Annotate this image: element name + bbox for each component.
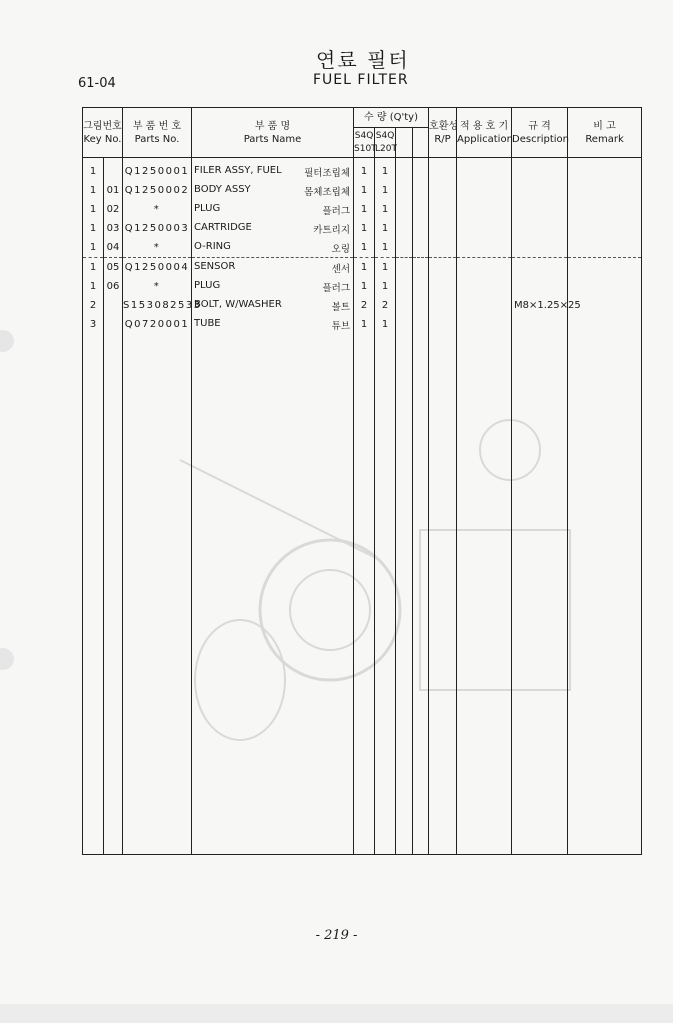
part-name-english: SENSOR [194, 260, 236, 272]
cell-empty [396, 219, 413, 238]
cell-q2: 1 [375, 277, 396, 296]
cell-sub [104, 158, 123, 182]
cell-sub: 03 [104, 219, 123, 238]
cell-q2: 1 [375, 158, 396, 182]
cell-q2: 2 [375, 296, 396, 315]
table-row [83, 277, 642, 296]
cell-part-name [192, 277, 354, 296]
cell-empty [512, 334, 568, 855]
table-row [83, 238, 642, 258]
table-row [83, 158, 642, 182]
header-qty-s4q-l20t: S4Q L20T [375, 128, 396, 158]
cell-empty [396, 296, 413, 315]
cell-part-no: * [123, 277, 192, 296]
cell-empty [413, 181, 429, 200]
cell-part-no: Q1250004 [123, 258, 192, 278]
cell-empty [568, 334, 642, 855]
cell-empty [568, 219, 642, 238]
cell-q1: 1 [354, 277, 375, 296]
cell-empty [429, 200, 457, 219]
cell-part-name [192, 158, 354, 182]
part-name-english: FILER ASSY, FUEL [194, 164, 282, 176]
cell-q1: 1 [354, 219, 375, 238]
cell-part-no: Q0720001 [123, 315, 192, 334]
binder-hole [0, 330, 14, 352]
cell-q2: 1 [375, 315, 396, 334]
cell-empty [396, 258, 413, 278]
cell-key: 3 [83, 315, 104, 334]
cell-empty [457, 277, 512, 296]
header-qty-empty [413, 128, 429, 158]
cell-desc [512, 181, 568, 200]
cell-empty [568, 158, 642, 182]
part-name-korean: 플러그 [322, 282, 351, 294]
part-name-english: CARTRIDGE [194, 221, 252, 233]
part-name-korean: 필터조립체 [304, 167, 351, 179]
cell-empty [413, 334, 429, 855]
cell-part-no: Q1250001 [123, 158, 192, 182]
cell-q1: 2 [354, 296, 375, 315]
cell-empty [83, 334, 104, 855]
cell-empty [457, 258, 512, 278]
cell-desc [512, 258, 568, 278]
table-row [83, 219, 642, 238]
cell-q2: 1 [375, 219, 396, 238]
cell-q1: 1 [354, 158, 375, 182]
cell-desc [512, 315, 568, 334]
part-name-korean: 몸체조립체 [304, 186, 351, 198]
cell-key: 2 [83, 296, 104, 315]
cell-desc [512, 200, 568, 219]
part-name-korean: 플러그 [322, 205, 351, 217]
cell-empty [375, 334, 396, 855]
cell-q1: 1 [354, 181, 375, 200]
part-name-korean: 카트리지 [313, 224, 351, 236]
cell-empty [568, 315, 642, 334]
cell-empty [413, 238, 429, 258]
cell-empty [413, 258, 429, 278]
cell-desc [512, 219, 568, 238]
cell-key: 1 [83, 238, 104, 258]
cell-empty [429, 238, 457, 258]
header-parts-no: 부 품 번 호 Parts No. [123, 108, 192, 158]
cell-empty [429, 219, 457, 238]
part-name-english: PLUG [194, 279, 221, 291]
cell-empty [396, 200, 413, 219]
cell-q2: 1 [375, 181, 396, 200]
cell-part-no: S153082533 [123, 296, 192, 315]
cell-desc [512, 158, 568, 182]
cell-key: 1 [83, 258, 104, 278]
header-qty-s4q-s10t: S4Q S10T [354, 128, 375, 158]
table-filler-row [83, 334, 642, 855]
table-row [83, 315, 642, 334]
header-quantity: 수 량 (Q'ty) [354, 108, 429, 128]
cell-empty [457, 181, 512, 200]
header-remark: 비 고 Remark [568, 108, 642, 158]
cell-sub: 05 [104, 258, 123, 278]
cell-empty [396, 238, 413, 258]
cell-q2: 1 [375, 258, 396, 278]
cell-sub: 06 [104, 277, 123, 296]
cell-q2: 1 [375, 238, 396, 258]
cell-empty [568, 238, 642, 258]
cell-empty [192, 334, 354, 855]
cell-empty [568, 258, 642, 278]
cell-empty [413, 296, 429, 315]
cell-empty [429, 258, 457, 278]
cell-empty [457, 219, 512, 238]
part-name-korean: 튜브 [331, 320, 351, 332]
cell-empty [396, 315, 413, 334]
header-key-no: 그림번호 Key No. [83, 108, 123, 158]
cell-part-no: * [123, 238, 192, 258]
cell-empty [104, 334, 123, 855]
cell-empty [429, 158, 457, 182]
cell-empty [568, 200, 642, 219]
cell-empty [354, 334, 375, 855]
cell-empty [429, 334, 457, 855]
cell-sub: 01 [104, 181, 123, 200]
cell-empty [457, 334, 512, 855]
binder-hole [0, 648, 14, 670]
cell-part-no: Q1250003 [123, 219, 192, 238]
cell-q2: 1 [375, 200, 396, 219]
cell-q1: 1 [354, 315, 375, 334]
parts-table [82, 107, 642, 855]
cell-desc: M8×1.25×25 [512, 296, 568, 315]
table-row [83, 181, 642, 200]
cell-empty [413, 219, 429, 238]
cell-empty [396, 181, 413, 200]
cell-empty [413, 158, 429, 182]
header-parts-name: 부 품 명 Parts Name [192, 108, 354, 158]
part-name-english: BODY ASSY [194, 183, 251, 195]
header-rp: 호환성 R/P [429, 108, 457, 158]
cell-empty [413, 200, 429, 219]
cell-empty [457, 200, 512, 219]
title-english: FUEL FILTER [313, 72, 409, 88]
cell-q1: 1 [354, 200, 375, 219]
cell-empty [457, 315, 512, 334]
cell-sub [104, 315, 123, 334]
cell-q1: 1 [354, 258, 375, 278]
table-row [83, 296, 642, 315]
cell-part-name [192, 200, 354, 219]
cell-empty [568, 181, 642, 200]
cell-sub: 04 [104, 238, 123, 258]
scan-edge [0, 1004, 673, 1023]
cell-sub [104, 296, 123, 315]
cell-empty [396, 277, 413, 296]
cell-empty [429, 315, 457, 334]
part-name-korean: 볼트 [331, 301, 351, 313]
cell-part-name [192, 315, 354, 334]
cell-empty [413, 277, 429, 296]
cell-q1: 1 [354, 238, 375, 258]
cell-empty [396, 334, 413, 855]
cell-key: 1 [83, 277, 104, 296]
part-name-english: BOLT, W/WASHER [194, 298, 282, 310]
cell-part-no: Q1250002 [123, 181, 192, 200]
cell-key: 1 [83, 158, 104, 182]
part-name-english: PLUG [194, 202, 221, 214]
cell-empty [568, 277, 642, 296]
page-code: 61-04 [78, 76, 116, 91]
title-korean: 연료 필터 [316, 48, 410, 72]
page-number: - 219 - [315, 928, 358, 943]
header-application: 적 용 호 기 Application [457, 108, 512, 158]
cell-empty [457, 158, 512, 182]
part-name-english: O-RING [194, 240, 231, 252]
cell-sub: 02 [104, 200, 123, 219]
cell-desc [512, 238, 568, 258]
cell-part-name [192, 181, 354, 200]
part-name-korean: 오링 [331, 243, 351, 255]
cell-part-no: * [123, 200, 192, 219]
header-qty-empty [396, 128, 413, 158]
cell-empty [429, 277, 457, 296]
cell-part-name [192, 238, 354, 258]
header-description: 규 격 Description [512, 108, 568, 158]
cell-part-name [192, 296, 354, 315]
table-row [83, 200, 642, 219]
cell-empty [396, 158, 413, 182]
part-name-korean: 센서 [331, 263, 351, 275]
table-row [83, 258, 642, 278]
cell-empty [123, 334, 192, 855]
cell-part-name [192, 258, 354, 278]
cell-key: 1 [83, 200, 104, 219]
cell-empty [457, 238, 512, 258]
cell-key: 1 [83, 219, 104, 238]
cell-key: 1 [83, 181, 104, 200]
cell-desc [512, 277, 568, 296]
cell-empty [429, 296, 457, 315]
cell-empty [413, 315, 429, 334]
cell-empty [457, 296, 512, 315]
cell-part-name [192, 219, 354, 238]
cell-empty [429, 181, 457, 200]
part-name-english: TUBE [194, 317, 221, 329]
